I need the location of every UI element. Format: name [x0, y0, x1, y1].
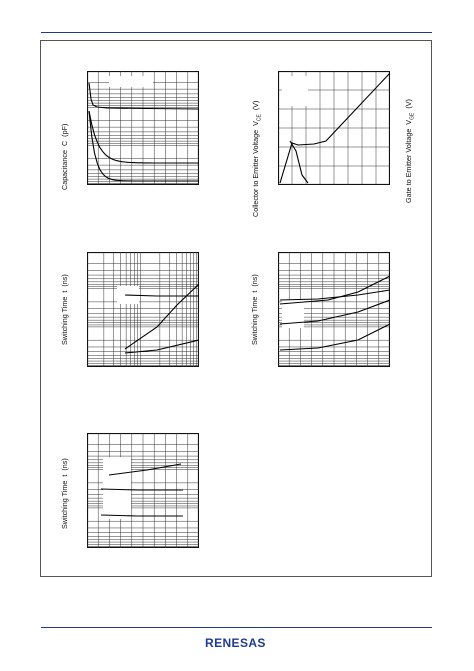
switching-1-chart [87, 252, 199, 367]
gate-charge-ylabel-left: Collector to Emitter Voltage $V_{CE}$ (V) [251, 100, 263, 217]
header-rule [41, 32, 432, 33]
renesas-logo: RENESAS [205, 636, 266, 650]
capacitance-chart [87, 71, 199, 185]
legend-box [109, 76, 153, 87]
switching-3-ylabel: Switching Time t (ns) [60, 458, 69, 529]
gate-charge-chart [278, 71, 390, 185]
switching-2-chart [278, 252, 390, 367]
switching-1-ylabel: Switching Time t (ns) [60, 274, 69, 345]
plot-border [88, 253, 199, 367]
switching-2-ylabel: Switching Time t (ns) [250, 274, 259, 345]
gate-charge-ylabel-right: Gate to Emitter Voltage $V_{GE}$ (V) [404, 99, 416, 203]
switching-3-chart [87, 433, 199, 548]
capacitance-ylabel: Capacitance C (pF) [60, 123, 69, 190]
legend-box [282, 76, 308, 106]
legend-box [103, 457, 131, 519]
footer-rule [41, 627, 432, 628]
